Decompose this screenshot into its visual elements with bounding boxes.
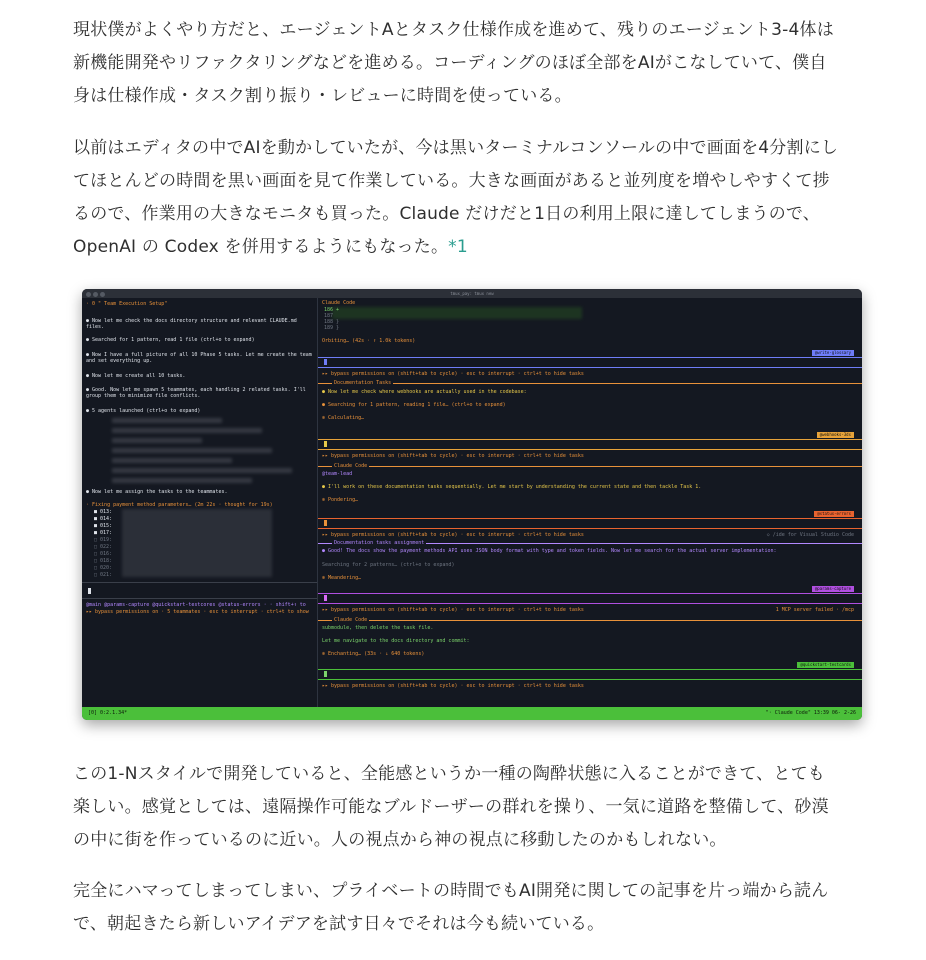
divider <box>318 528 862 529</box>
code-line: 187 <box>324 313 334 319</box>
divider <box>318 466 862 467</box>
text-line: この1-Nスタイルで開発していると、全能感というか一種の陶酔状態に入ることができて、とても <box>73 764 825 784</box>
text-line: 新機能開発やリファクタリングなどを進める。コーディングのほぼ全部をAIがこなしていて、僕自 <box>73 53 827 73</box>
log-line: ● Searched for 1 pattern, read 1 file (ctrl+o to expand) <box>86 337 255 343</box>
permissions-line: ▸▸ bypass permissions on (shift+tab to cycle) · esc to interrupt · ctrl+t to hide tasks <box>322 532 584 538</box>
permissions-line: ▸▸ bypass permissions on (shift+tab to cycle) · esc to interrupt · ctrl+t to hide tasks <box>322 453 584 459</box>
redacted-text <box>112 418 222 423</box>
prompt-cursor[interactable] <box>324 671 327 677</box>
paragraph-3 <box>73 758 873 857</box>
task-item: □ 019: <box>94 537 113 543</box>
tmux-status-bar <box>82 707 862 720</box>
log-line: ● Good. Now let me spawn 5 teammates, each handling 2 related tasks. I'll <box>86 387 306 393</box>
text-line: 楽しい。感覚としては、遠隔操作可能なブルドーザーの群れを操り、一気に道路を整備して、砂漠 <box>73 797 829 817</box>
permissions-line: ▸▸ bypass permissions on (shift+tab to cycle) · esc to interrupt · ctrl+t to hide tasks <box>322 683 584 689</box>
window-title: tmux_pay: tmux new <box>450 291 494 296</box>
log-line: ● 5 agents launched (ctrl+o to expand) <box>86 408 201 414</box>
prompt-cursor[interactable] <box>324 359 327 365</box>
code-diff <box>332 307 582 319</box>
paragraph-2 <box>73 132 873 264</box>
task-item: □ 016: <box>94 551 113 557</box>
divider <box>82 598 317 599</box>
task-item: ■ 017: <box>94 530 113 536</box>
text-line: 以前はエディタの中でAIを動かしていたが、今は黒いターミナルコンソールの中で画面を4分割にし <box>73 138 839 158</box>
pane-header: · 0 " Team Execution Setup" <box>86 301 168 307</box>
code-line: 186 + <box>324 307 340 313</box>
redacted-text <box>122 509 272 577</box>
prompt-cursor[interactable] <box>324 520 327 526</box>
agent-tag[interactable]: @params-capture <box>812 586 854 592</box>
redacted-text <box>112 448 272 453</box>
agent-tag[interactable]: @write-glossary <box>812 350 854 356</box>
prompt-cursor[interactable] <box>324 441 327 447</box>
divider <box>318 383 862 384</box>
log-line: Let me navigate to the docs directory and commit: <box>322 638 470 644</box>
log-line: ● Now let me create all 10 tasks. <box>86 373 186 379</box>
log-line: Searching for 2 patterns… (ctrl+o to expand) <box>322 562 455 568</box>
text-line: てほとんどの時間を黒い画面を見て作業している。大きな画面があると並列度を増やしやすくて捗 <box>73 171 830 191</box>
log-line: ● Good! The docs show the payment methods API uses JSON body format with type and token fields. Now let me search for the actual server implementation: <box>322 548 777 554</box>
pane-title: Claude Code <box>322 300 356 306</box>
divider <box>318 620 862 621</box>
agent-tag[interactable]: @status-errors <box>814 511 854 517</box>
task-item: □ 018: <box>94 558 113 564</box>
divider <box>318 518 862 519</box>
task-item: ■ 013: <box>94 509 113 515</box>
log-line: files. <box>86 324 105 330</box>
pane-subtitle: @team-lead <box>322 471 353 477</box>
code-line: 189 } <box>324 325 340 331</box>
log-line: ● Now let me check the docs directory structure and relevant CLAUDE.md <box>86 318 297 324</box>
divider <box>318 367 862 368</box>
mcp-hint: 1 MCP server failed · /mcp <box>775 607 854 613</box>
pane-title: Claude Code <box>334 463 368 469</box>
log-line: ● Now I have a full picture of all 10 Phase 5 tasks. Let me create the team <box>86 352 312 358</box>
divider <box>318 449 862 450</box>
clock-label: "· Claude Code" 13:39 06- 2-26 <box>765 710 856 716</box>
redacted-text <box>112 478 252 483</box>
ide-hint: ◇ /ide for Visual Studio Code <box>766 532 854 538</box>
terminal-screenshot <box>82 289 862 720</box>
task-item: □ 020: <box>94 565 113 571</box>
log-line: ● Now let me assign the tasks to the teammates. <box>86 489 228 495</box>
divider <box>318 603 862 604</box>
divider <box>318 669 862 670</box>
paragraph-4 <box>73 875 873 941</box>
permissions-line: ▸▸ bypass permissions on (shift+tab to cycle) · esc to interrupt · ctrl+t to hide tasks <box>322 371 584 377</box>
prompt-cursor[interactable] <box>88 588 91 594</box>
task-item: □ 022: <box>94 544 113 550</box>
teammates-footer: @main @params-capture @quickstart-testcores @status-errors · · shift+↑ to <box>86 602 306 608</box>
log-line: ● Now let me check where webhooks are actually used in the codebase: <box>322 389 527 395</box>
task-item: ■ 014: <box>94 516 113 522</box>
status-line: Orbiting… (42s · ↑ 1.0k tokens) <box>322 338 416 344</box>
text-line: 現状僕がよくやり方だと、エージェントAとタスク仕様作成を進めて、残りのエージェント3-4体は <box>73 20 834 40</box>
text-line <box>73 231 873 264</box>
text-line: 身は仕様作成・タスク割り振り・レビューに時間を使っている。 <box>73 86 572 106</box>
log-line: ✻ Pondering… <box>322 497 359 503</box>
progress-line: · Fixing payment method parameters… (2m 22s · thought for 19s) <box>86 502 273 508</box>
log-line: ✻ Enchanting… (33s · ↓ 640 tokens) <box>322 651 425 657</box>
log-line: ✻ Meandering… <box>322 575 362 581</box>
paragraph-1 <box>73 14 873 113</box>
pane-title: Claude Code <box>334 617 368 623</box>
permissions-footer: ▸▸ bypass permissions on · 5 teammates · esc to interrupt · ctrl+t to show <box>86 609 309 615</box>
text-line: で、朝起きたら新しいアイデアを試す日々でそれは今も続いている。 <box>73 914 605 934</box>
right-pane <box>318 298 862 707</box>
divider <box>318 593 862 594</box>
pane-title: Documentation Tasks <box>334 380 392 386</box>
divider <box>318 679 862 680</box>
redacted-text <box>112 438 202 443</box>
divider <box>82 582 317 583</box>
task-item: □ 021: <box>94 572 113 578</box>
agent-tag[interactable]: @webhooks-3ds <box>817 432 854 438</box>
divider <box>318 357 862 358</box>
code-line: 188 } <box>324 319 340 325</box>
text-line: るので、作業用の大きなモニタも買った。Claude だけだと1日の利用上限に達してしまうので、 <box>73 204 820 224</box>
redacted-text <box>112 458 232 463</box>
text-line: の中に街を作っているのに近い。人の視点から神の視点に移動したのかもしれない。 <box>73 830 727 850</box>
log-line: and set everything up. <box>86 358 153 364</box>
redacted-text <box>112 468 292 473</box>
window-titlebar <box>82 289 862 298</box>
footnote-link[interactable]: *1 <box>448 237 468 257</box>
task-item: ■ 015: <box>94 523 113 529</box>
pane-title: Documentation tasks assignment <box>334 540 425 546</box>
log-line: ✻ Calculating… <box>322 415 365 421</box>
log-line: group them to minimize file conflicts. <box>86 393 201 399</box>
redacted-text <box>112 428 262 433</box>
session-label: [0] 0:2.1.34* <box>88 710 128 716</box>
text-segment: OpenAI の Codex を併用するようにもなった。 <box>73 237 449 257</box>
log-line: ● Searching for 1 pattern, reading 1 file… (ctrl+o to expand) <box>322 402 506 408</box>
log-line: ● I'll work on these documentation tasks sequentially. Let me start by understanding the current state and then tackle Task 1. <box>322 484 702 490</box>
agent-tag[interactable]: @quickstart-testcards <box>797 662 854 668</box>
text-line: 完全にハマってしまってしまい、プライベートの時間でもAI開発に関しての記事を片っ端から読ん <box>73 881 829 901</box>
log-line: submodule, then delete the task file. <box>322 625 434 631</box>
permissions-line: ▸▸ bypass permissions on (shift+tab to cycle) · esc to interrupt · ctrl+t to hide tasks <box>322 607 584 613</box>
divider <box>318 439 862 440</box>
left-pane <box>82 298 318 707</box>
prompt-cursor[interactable] <box>324 595 327 601</box>
